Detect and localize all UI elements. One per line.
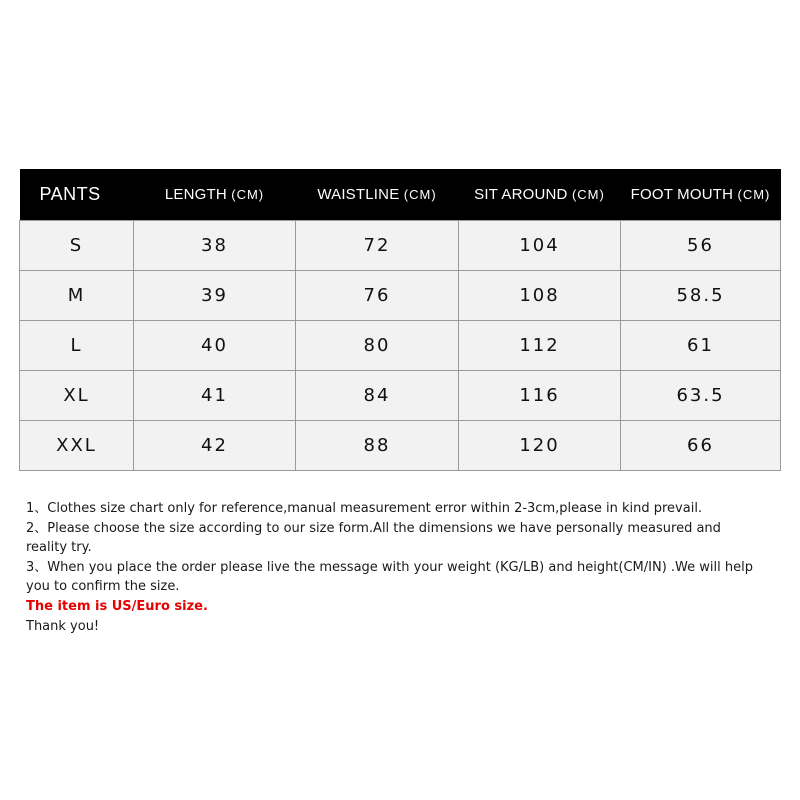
header-waistline-unit: (CM) <box>403 186 437 202</box>
table-row <box>20 220 781 270</box>
size-notes <box>26 499 766 636</box>
length-cell: 41 <box>134 370 296 420</box>
note-choose-size: 2、Please choose the size according to our size form.All the dimensions we have personally measured and reality try. <box>26 520 721 556</box>
waistline-cell: 80 <box>296 320 459 370</box>
sit-around-cell: 112 <box>459 320 621 370</box>
foot-mouth-cell: 58.5 <box>621 270 781 320</box>
header-foot-mouth-unit: (CM) <box>737 186 771 202</box>
header-foot-mouth: FOOT MOUTH (CM) <box>630 185 771 203</box>
waistline-cell: 84 <box>296 370 459 420</box>
foot-mouth-cell: 66 <box>621 420 781 470</box>
length-cell: 42 <box>134 420 296 470</box>
sit-around-cell: 120 <box>459 420 621 470</box>
sit-around-cell: 104 <box>459 220 621 270</box>
size-chart-table <box>19 169 781 471</box>
table-row <box>20 370 781 420</box>
note-order-message: 3、When you place the order please live the message with your weight (KG/LB) and height(CM/IN) .We will help you to confirm the size. <box>26 559 753 595</box>
header-sit-around-unit: (CM) <box>571 186 605 202</box>
header-length: LENGTH (CM) <box>164 185 265 203</box>
foot-mouth-cell: 61 <box>621 320 781 370</box>
length-cell: 38 <box>134 220 296 270</box>
header-length-unit: (CM) <box>231 186 265 202</box>
size-cell: XXL <box>20 420 134 470</box>
table-row <box>20 420 781 470</box>
foot-mouth-cell: 63.5 <box>621 370 781 420</box>
table-row <box>20 270 781 320</box>
header-sit-around: SIT AROUND (CM) <box>474 185 605 203</box>
header-pants: PANTS <box>39 183 101 204</box>
waistline-cell: 88 <box>296 420 459 470</box>
table-header-row <box>20 169 781 220</box>
note-reference: 1、Clothes size chart only for reference,manual measurement error within 2-3cm,please in kind prevail. <box>26 501 703 516</box>
note-us-euro-size: The item is US/Euro size. <box>26 598 208 614</box>
foot-mouth-cell: 56 <box>621 220 781 270</box>
length-cell: 39 <box>134 270 296 320</box>
sit-around-cell: 116 <box>459 370 621 420</box>
header-waistline: WAISTLINE (CM) <box>317 185 437 203</box>
sit-around-cell: 108 <box>459 270 621 320</box>
table-row <box>20 320 781 370</box>
length-cell: 40 <box>134 320 296 370</box>
size-cell: M <box>20 270 134 320</box>
size-cell: S <box>20 220 134 270</box>
size-cell: XL <box>20 370 134 420</box>
size-cell: L <box>20 320 134 370</box>
waistline-cell: 76 <box>296 270 459 320</box>
waistline-cell: 72 <box>296 220 459 270</box>
note-thank-you: Thank you! <box>26 618 100 634</box>
